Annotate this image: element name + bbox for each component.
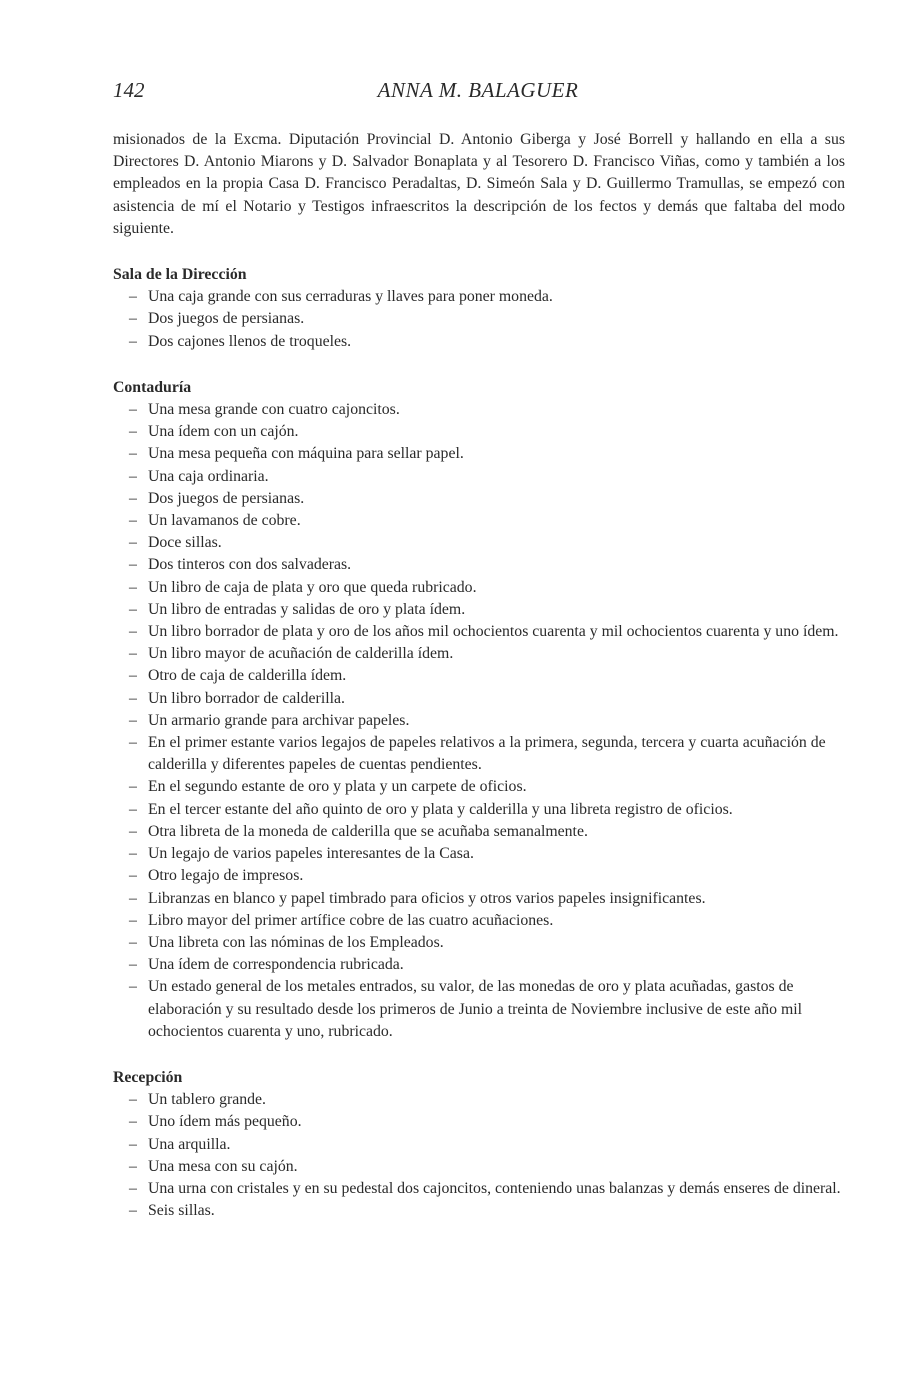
- dash-bullet: –: [129, 667, 137, 685]
- list-item: [113, 799, 845, 821]
- dash-bullet: –: [129, 288, 137, 306]
- list-item-text: Una urna con cristales y en su pedestal dos cajoncitos, conteniendo unas balanzas y demás enseres de dineral.: [148, 1179, 841, 1197]
- dash-bullet: –: [129, 332, 137, 350]
- list-item: [113, 710, 845, 732]
- inventory-section: [113, 377, 845, 1043]
- dash-bullet: –: [129, 822, 137, 840]
- list-item: [113, 910, 845, 932]
- list-item: [113, 976, 845, 1043]
- intro-paragraph: misionados de la Excma. Diputación Provincial D. Antonio Giberga y José Borrell y hallando en ella a sus Directores D. Antonio Miarons y D. Salvador Bonaplata y al Tesorero D. Francisco Viñas, como y también a los empleados en la propia Casa D. Francisco Peradaltas, D. Simeón Sala y D. Guillermo Tramullas, se empezó con asistencia de mí el Notario y Testigos infraescritos la descripción de los fectos y demás que faltaba del modo siguiente.: [113, 131, 845, 237]
- list-item-text: Una libreta con las nóminas de los Empleados.: [148, 933, 444, 951]
- dash-bullet: –: [129, 645, 137, 663]
- list-item-text: Dos tinteros con dos salvaderas.: [148, 556, 352, 574]
- list-item: [113, 643, 845, 665]
- list-item: [113, 843, 845, 865]
- list-item-text: Una ídem con un cajón.: [148, 423, 299, 441]
- list-item: [113, 1156, 845, 1178]
- list-item-text: Una arquilla.: [148, 1135, 231, 1153]
- list-item-text: Seis sillas.: [148, 1202, 215, 1220]
- dash-bullet: –: [129, 1113, 137, 1131]
- list-item-text: Dos juegos de persianas.: [148, 489, 305, 507]
- page-number: 142: [113, 78, 145, 102]
- dash-bullet: –: [129, 1179, 137, 1197]
- list-item-text: Un armario grande para archivar papeles.: [148, 711, 410, 729]
- list-item-text: Un libro mayor de acuñación de calderilla ídem.: [148, 645, 454, 663]
- list-item: [113, 1200, 845, 1222]
- list-item-text: En el tercer estante del año quinto de oro y plata y calderilla y una libreta registro de oficios.: [148, 800, 733, 818]
- inventory-sections: [113, 264, 845, 1222]
- dash-bullet: –: [129, 401, 137, 419]
- dash-bullet: –: [129, 867, 137, 885]
- list-item-text: Un libro de caja de plata y oro que queda rubricado.: [148, 578, 477, 596]
- item-list: [113, 1089, 845, 1222]
- list-item-text: En el primer estante varios legajos de papeles relativos a la primera, segunda, tercera y cuarta acuñación de calderilla y diferentes papeles de cuentas pendientes.: [148, 734, 826, 774]
- dash-bullet: –: [129, 578, 137, 596]
- list-item: [113, 621, 845, 643]
- list-item: [113, 1178, 845, 1200]
- list-item: [113, 532, 845, 554]
- list-item-text: Un estado general de los metales entrados, su valor, de las monedas de oro y plata acuñadas, gastos de elaboración y su resultado desde los primeros de Junio a treinta de Noviembre inclusive de este año mil ochocientos cuarenta y uno, rubricado.: [148, 978, 803, 1040]
- dash-bullet: –: [129, 1157, 137, 1175]
- list-item: [113, 554, 845, 576]
- list-item-text: Una ídem de correspondencia rubricada.: [148, 956, 404, 974]
- dash-bullet: –: [129, 778, 137, 796]
- list-item-text: En el segundo estante de oro y plata y un carpete de oficios.: [148, 778, 527, 796]
- item-list: [113, 286, 845, 353]
- dash-bullet: –: [129, 423, 137, 441]
- page-header: [113, 78, 843, 108]
- dash-bullet: –: [129, 623, 137, 641]
- dash-bullet: –: [129, 711, 137, 729]
- dash-bullet: –: [129, 956, 137, 974]
- list-item: [113, 665, 845, 687]
- dash-bullet: –: [129, 978, 137, 996]
- list-item-text: Dos cajones llenos de troqueles.: [148, 332, 352, 350]
- list-item-text: Una mesa con su cajón.: [148, 1157, 298, 1175]
- list-item-text: Una mesa pequeña con máquina para sellar papel.: [148, 445, 464, 463]
- dash-bullet: –: [129, 889, 137, 907]
- list-item: [113, 421, 845, 443]
- list-item: [113, 954, 845, 976]
- dash-bullet: –: [129, 845, 137, 863]
- dash-bullet: –: [129, 445, 137, 463]
- list-item: [113, 888, 845, 910]
- dash-bullet: –: [129, 1202, 137, 1220]
- list-item-text: Dos juegos de persianas.: [148, 310, 305, 328]
- list-item: [113, 577, 845, 599]
- dash-bullet: –: [129, 734, 137, 752]
- list-item: [113, 308, 845, 330]
- dash-bullet: –: [129, 911, 137, 929]
- inventory-section: [113, 1067, 845, 1222]
- running-head: ANNA M. BALAGUER: [377, 78, 579, 102]
- item-list: [113, 399, 845, 1043]
- list-item-text: Otra libreta de la moneda de calderilla que se acuñaba semanalmente.: [148, 822, 588, 840]
- list-item: [113, 821, 845, 843]
- list-item: [113, 443, 845, 465]
- list-item-text: Libranzas en blanco y papel timbrado para oficios y otros varios papeles insignificantes.: [148, 889, 706, 907]
- list-item: [113, 510, 845, 532]
- section-title: Contaduría: [113, 378, 192, 396]
- list-item-text: Una caja grande con sus cerraduras y llaves para poner moneda.: [148, 288, 553, 306]
- list-item-text: Una caja ordinaria.: [148, 467, 269, 485]
- dash-bullet: –: [129, 489, 137, 507]
- list-item-text: Una mesa grande con cuatro cajoncitos.: [148, 401, 400, 419]
- section-title: Recepción: [113, 1068, 183, 1086]
- list-item: [113, 331, 845, 353]
- dash-bullet: –: [129, 689, 137, 707]
- dash-bullet: –: [129, 467, 137, 485]
- list-item-text: Un libro borrador de calderilla.: [148, 689, 345, 707]
- list-item: [113, 1089, 845, 1111]
- page-body: [113, 129, 845, 1222]
- list-item-text: Otro legajo de impresos.: [148, 867, 304, 885]
- list-item: [113, 732, 845, 776]
- list-item: [113, 488, 845, 510]
- dash-bullet: –: [129, 534, 137, 552]
- dash-bullet: –: [129, 600, 137, 618]
- list-item: [113, 1134, 845, 1156]
- list-item: [113, 865, 845, 887]
- list-item-text: Libro mayor del primer artífice cobre de las cuatro acuñaciones.: [148, 911, 554, 929]
- dash-bullet: –: [129, 512, 137, 530]
- list-item-text: Un libro borrador de plata y oro de los años mil ochocientos cuarenta y mil ochocientos cuarenta y uno ídem.: [148, 623, 839, 641]
- list-item: [113, 1111, 845, 1133]
- dash-bullet: –: [129, 310, 137, 328]
- list-item-text: Un tablero grande.: [148, 1091, 266, 1109]
- list-item-text: Otro de caja de calderilla ídem.: [148, 667, 347, 685]
- list-item: [113, 286, 845, 308]
- list-item: [113, 599, 845, 621]
- dash-bullet: –: [129, 933, 137, 951]
- list-item: [113, 466, 845, 488]
- section-title: Sala de la Dirección: [113, 266, 247, 284]
- dash-bullet: –: [129, 1091, 137, 1109]
- list-item: [113, 399, 845, 421]
- list-item-text: Un legajo de varios papeles interesantes de la Casa.: [148, 845, 474, 863]
- list-item: [113, 932, 845, 954]
- list-item: [113, 688, 845, 710]
- dash-bullet: –: [129, 556, 137, 574]
- list-item-text: Un lavamanos de cobre.: [148, 512, 301, 530]
- dash-bullet: –: [129, 1135, 137, 1153]
- list-item-text: Uno ídem más pequeño.: [148, 1113, 302, 1131]
- list-item-text: Doce sillas.: [148, 534, 222, 552]
- inventory-section: [113, 264, 845, 353]
- dash-bullet: –: [129, 800, 137, 818]
- list-item-text: Un libro de entradas y salidas de oro y plata ídem.: [148, 600, 466, 618]
- list-item: [113, 776, 845, 798]
